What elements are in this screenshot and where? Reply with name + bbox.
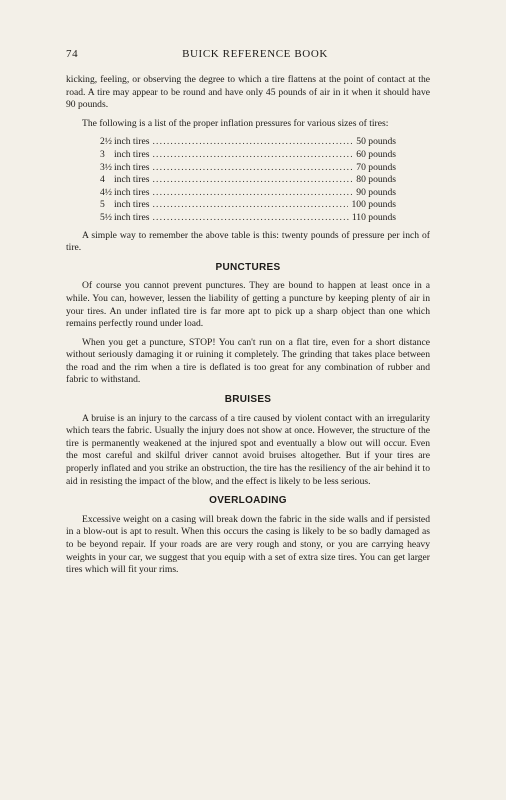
dot-leader [152, 187, 353, 200]
tire-pressure: 80 pounds [356, 174, 396, 186]
continuation-paragraph: kicking, feeling, or observing the degree to which a tire flattens at the point of contact at the road. A tire may appear to be round and have only 45 pounds of air in it when it should have 90 pounds. [66, 74, 430, 111]
tire-pressure: 90 pounds [356, 186, 396, 198]
tire-pressure: 100 pounds [351, 199, 396, 211]
inflation-row [100, 136, 396, 149]
dot-leader [152, 174, 353, 187]
inflation-row [100, 212, 396, 225]
dot-leader [152, 212, 348, 225]
tire-label: inch tires [114, 161, 150, 173]
section-heading-bruises: BRUISES [224, 394, 272, 406]
running-head: BUICK REFERENCE BOOK [182, 48, 328, 60]
dot-leader [152, 136, 353, 149]
tire-pressure: 70 pounds [356, 161, 396, 173]
rule-of-thumb-paragraph: A simple way to remember the above table is this: twenty pounds of pressure per inch of tire. [66, 229, 430, 254]
inflation-row [100, 187, 396, 200]
tire-label: inch tires [114, 211, 150, 223]
dot-leader [152, 199, 348, 212]
tire-size: 3 [100, 148, 105, 160]
overloading-paragraph: Excessive weight on a casing will break down the fabric in the side walls and if persisted in a blow-out is apt to result. When this occurs the casing is likely to be so badly damaged as to be beyond repair. If your roads are are very rough and stony, or you are carrying heavy weights in your car, we suggest that you equip with a set of extra size tires. You can get larger tires which will fit your rims. [66, 513, 430, 576]
tire-size: 4 [100, 174, 105, 186]
tire-label: inch tires [114, 136, 150, 148]
inflation-row [100, 149, 396, 162]
punctures-paragraph: Of course you cannot prevent punctures. They are bound to happen at least once in a while. You can, however, lessen the liability of getting a puncture by keeping plenty of air in your tires. An under inflated tire is far more apt to pick up a sharp object than one which remains perfectly round under load. [66, 280, 430, 330]
section-heading-overloading: OVERLOADING [209, 495, 287, 507]
tire-pressure: 50 pounds [356, 136, 396, 148]
tire-label: inch tires [114, 186, 150, 198]
tire-size: 4½ [100, 186, 112, 198]
page-number: 74 [66, 48, 79, 60]
tire-pressure: 60 pounds [356, 148, 396, 160]
page-header [66, 48, 430, 64]
tire-label: inch tires [114, 174, 150, 186]
inflation-table [100, 136, 396, 224]
inflation-row [100, 162, 396, 175]
tire-size: 2½ [100, 136, 112, 148]
tire-label: inch tires [114, 199, 150, 211]
tire-label: inch tires [114, 148, 150, 160]
book-page [66, 48, 430, 583]
tire-pressure: 110 pounds [351, 211, 396, 223]
tire-size: 3½ [100, 161, 112, 173]
tire-size: 5½ [100, 211, 112, 223]
dot-leader [152, 162, 353, 175]
inflation-row [100, 174, 396, 187]
list-intro-paragraph: The following is a list of the proper inflation pressures for various sizes of tires: [82, 117, 389, 129]
inflation-row [100, 199, 396, 212]
punctures-paragraph: When you get a puncture, STOP! You can't run on a flat tire, even for a short distance without seriously damaging it or ruining it completely. The grinding that takes place between the road and the rim when a tire is deflated is too great for any combination of rubber and fabric to withstand. [66, 336, 430, 386]
section-heading-punctures: PUNCTURES [215, 261, 281, 273]
dot-leader [152, 149, 353, 162]
tire-size: 5 [100, 199, 105, 211]
bruises-paragraph: A bruise is an injury to the carcass of a tire caused by violent contact with an irregularity which tears the fabric. Usually the injury does not show at once. However, the structure of the tire is permanently weakened at the injured spot and eventually a blow out will occur. Even the most careful and skilful driver cannot avoid bruises altogether. But if your tires are properly inflated and you strike an obstruction, the tire has the resiliency of the air behind it to aid in resisting the impact of the blow, and the effect is likely to be less serious. [66, 412, 430, 487]
